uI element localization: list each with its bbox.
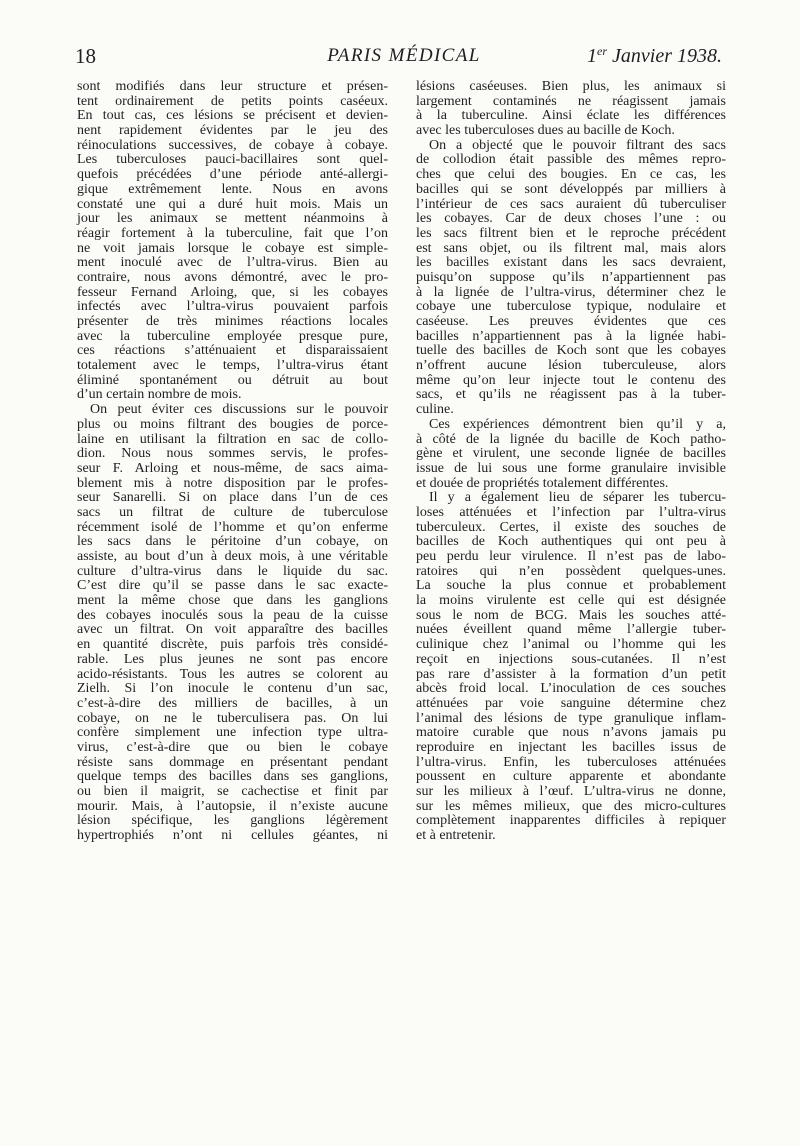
text-line-content: les cobayes. Car de deux choses l’une : ou — [416, 211, 726, 227]
text-line-content: loses atténuées et l’infection par l’ultra-virus — [416, 504, 726, 520]
text-line-content: sur les milieux à l’œuf. L’ultra-virus ne donne, — [416, 784, 726, 799]
text-line-content: ment inoculé avec de l’ultra-virus. Bien au — [77, 255, 388, 271]
text-line-content: en quantité discrète, puis parfois très considé- — [77, 637, 388, 653]
text-line-content: ches que celui des bougies. En ce cas, les — [416, 167, 726, 183]
text-line — [416, 756, 726, 771]
text-line-content: ment la même chose que dans les ganglions — [77, 593, 388, 609]
text-line-content: Ces expériences démontrent bien qu’il y a, — [429, 416, 726, 432]
text-line — [77, 403, 388, 418]
text-line-content: peu perdu leur virulence. Il n’est pas de labo- — [416, 549, 726, 564]
text-line — [416, 521, 726, 536]
text-line-content: caséeuse. Les preuves évidentes que ces — [416, 314, 726, 329]
text-line — [77, 286, 388, 301]
text-line — [416, 609, 726, 624]
text-line — [416, 330, 726, 345]
text-line-content: hypertrophiés n’ont ni cellules géantes, ni — [77, 828, 388, 844]
text-line — [77, 668, 388, 683]
text-line — [416, 785, 726, 800]
paragraph — [77, 403, 388, 844]
text-line — [416, 80, 726, 95]
paragraph — [77, 80, 388, 403]
text-line — [77, 800, 388, 815]
text-line — [77, 638, 388, 653]
text-line — [416, 124, 726, 139]
text-line-content: tuberculeux. Certes, il existe des souches de — [416, 519, 726, 535]
issue-day-suffix: er — [597, 44, 608, 58]
text-line-content: Zielh. Si l’on inocule le contenu d’un sac, — [77, 681, 388, 697]
text-line-content: infectés avec l’ultra-virus pouvaient parfois — [77, 299, 389, 315]
text-line — [416, 682, 726, 697]
text-column-right — [416, 80, 726, 844]
text-line — [77, 124, 388, 139]
text-line — [77, 726, 388, 741]
issue-month-year: Janvier 1938. — [612, 45, 722, 67]
text-line-content: l’intérieur de ces sacs auraient dû tuberculiser — [416, 196, 726, 212]
text-line — [77, 271, 388, 286]
text-line-content: avec les tuberculoses dues au bacille de Koch. — [416, 123, 675, 139]
text-line — [77, 344, 388, 359]
text-line — [416, 315, 726, 330]
text-line — [77, 609, 388, 624]
text-line-content: assiste, au bout d’un à deux mois, à une véritable — [77, 549, 388, 564]
text-line — [77, 227, 388, 242]
text-line-content: ou bien il maigrit, se cachectise et finit par — [77, 784, 388, 799]
text-line — [77, 109, 388, 124]
text-line-content: de collodion était passible des mêmes repro- — [416, 152, 726, 168]
text-line — [416, 344, 726, 359]
text-line-content: c’est-à-dire des milliers de bacilles, à un — [77, 695, 388, 711]
text-line-content: lésions caséeuses. Bien plus, les animaux si — [416, 79, 726, 94]
text-line — [77, 565, 388, 580]
text-line-content: les sacs filtrent bien et le reproche précédent — [416, 225, 727, 241]
text-line-content: issue de lui sous une forme granulaire invisible — [416, 460, 726, 476]
text-line — [77, 623, 388, 638]
text-line — [416, 418, 726, 433]
text-line — [77, 139, 388, 154]
text-line-content: totalement avec le temps, l’ultra-virus étant — [77, 358, 388, 374]
text-line — [416, 198, 726, 213]
text-line-content: mourir. Mais, à l’autopsie, il n’existe aucune — [77, 798, 388, 814]
text-line-content: bacilles n’appartiennent pas à la lignée habi- — [416, 328, 726, 344]
text-line-content: culine. — [416, 402, 454, 418]
text-line-content: reçoit en injections sous-cutanées. Il n’est — [416, 651, 726, 667]
text-line-content: à côté de la lignée du bacille de Koch patho- — [416, 431, 727, 447]
text-line-content: à la tuberculine. Ainsi éclate les différences — [416, 108, 727, 124]
text-line-content: puisqu’on suppose qu’ils n’appartiennent pas — [416, 269, 726, 285]
text-line — [77, 829, 388, 844]
text-line-content: avec la tuberculine employée presque pure, — [77, 328, 388, 344]
text-line — [416, 271, 726, 286]
text-line-content: même qu’on leur injecte tout le contenu des — [416, 372, 726, 388]
text-line-content: l’animal des lésions de type granulique inflam- — [416, 710, 726, 726]
text-line — [416, 388, 726, 403]
text-line-content: largement contaminés ne réagissent jamais — [416, 93, 726, 109]
text-line-content: ces réactions s’atténuaient et disparaissaient — [77, 343, 388, 359]
text-line — [416, 800, 726, 815]
text-line — [77, 359, 388, 374]
text-line — [77, 242, 388, 257]
text-line-content: seur Sanarelli. Si on place dans l’un de ces — [77, 490, 388, 506]
text-line — [416, 697, 726, 712]
text-line — [77, 462, 388, 477]
text-line — [416, 227, 726, 242]
text-line-content: ratoires qui n’en possèdent quelques-unes. — [416, 563, 726, 579]
text-line-content: reproduire en injectant les bacilles issus de — [416, 739, 726, 755]
text-line — [416, 462, 726, 477]
text-line-content: virus, c’est-à-dire que ou bien le cobaye — [77, 739, 388, 755]
text-line-content: cobaye une tuberculose typique, nodulaire et — [416, 299, 726, 315]
text-line-content: à la lignée de l’ultra-virus, déterminer chez le — [416, 284, 726, 300]
text-line-content: blement mis à notre disposition par le profes- — [77, 475, 388, 491]
paragraph — [416, 80, 726, 139]
text-line-content: sacs, et qu’ils ne réagissent pas à la tuber- — [416, 387, 726, 403]
text-line-content: gique extrêmement lente. Nous en avons — [77, 181, 388, 197]
text-line — [77, 168, 388, 183]
text-line — [416, 565, 726, 580]
text-line — [77, 785, 388, 800]
text-line-content: atténuées par voie sanguine détermine chez — [416, 695, 726, 711]
text-line-content: jour les animaux se mettent néanmoins à — [77, 211, 389, 227]
text-line-content: réagir fortement à la tuberculine, fait que l’on — [77, 225, 388, 241]
text-line-content: La souche la plus connue et probablement — [416, 578, 726, 594]
text-line-content: est sans objet, ou ils filtrent mal, mais alors — [416, 240, 726, 256]
text-line — [77, 594, 388, 609]
text-line — [77, 756, 388, 771]
text-line — [77, 712, 388, 727]
text-line-content: nent rapidement évidentes par le jeu des — [77, 123, 388, 139]
text-line — [77, 212, 388, 227]
text-line-content: culture d’ultra-virus dans le liquide du sac. — [77, 563, 388, 579]
text-line — [77, 653, 388, 668]
text-line — [416, 153, 726, 168]
text-line-content: constaté une qui a duré huit mois. Mais un — [77, 196, 388, 212]
paragraph — [416, 491, 726, 844]
text-line — [77, 256, 388, 271]
text-line-content: sont modifiés dans leur structure et présen- — [77, 79, 388, 94]
text-line-content: abcès froid local. L’inoculation de ces souches — [416, 681, 726, 697]
text-line-content: En tout cas, ces lésions se précisent et devien- — [77, 108, 388, 124]
text-line — [77, 374, 388, 389]
text-line — [77, 330, 388, 345]
text-line — [77, 477, 388, 492]
text-line-content: laine en utilisant la filtration en sac de collo- — [77, 431, 388, 447]
text-column-left — [77, 80, 388, 844]
journal-title: PARIS MÉDICAL — [327, 45, 481, 66]
text-line — [77, 300, 388, 315]
text-line-content: la moins virulente est celle qui est désignée — [416, 593, 727, 609]
text-line — [416, 95, 726, 110]
page-number: 18 — [75, 44, 96, 68]
text-line-content: confère simplement une infection type ultra- — [77, 725, 388, 741]
text-line — [77, 550, 388, 565]
text-line-content: bacilles de Koch authentiques qui ont peu à — [416, 534, 726, 550]
text-line-content: Les tuberculoses pauci-bacillaires sont quel- — [77, 152, 388, 168]
text-line — [77, 770, 388, 785]
text-line-content: acido-résistants. Tous les autres se colorent au — [77, 666, 388, 682]
text-line-content: matoire curable que nous n’avons jamais pu — [416, 725, 726, 741]
text-line — [77, 80, 388, 95]
text-line-content: d’un certain nombre de mois. — [77, 387, 242, 403]
text-line — [77, 741, 388, 756]
text-line-content: cobaye, on ne le tuberculisera pas. On lui — [77, 710, 388, 726]
text-line-content: contraire, nous avons démontré, avec le pro- — [77, 269, 388, 285]
text-line — [416, 770, 726, 785]
text-line — [416, 286, 726, 301]
text-line-content: ne voit jamais lorsque le cobaye est simple- — [77, 240, 388, 256]
text-line — [416, 623, 726, 638]
text-line — [77, 198, 388, 213]
text-line-content: tent ordinairement de petits points caséeux. — [77, 93, 388, 109]
text-line-content: On peut éviter ces discussions sur le pouvoir — [90, 402, 388, 418]
text-line — [77, 535, 388, 550]
text-line — [416, 403, 726, 418]
text-line — [416, 579, 726, 594]
text-line-content: sur les mêmes milieux, que des micro-cultures — [416, 798, 726, 814]
text-line — [416, 668, 726, 683]
text-line-content: résiste sans dommage en présentant pendant — [77, 754, 388, 770]
text-line — [416, 242, 726, 257]
text-line — [416, 139, 726, 154]
paragraph — [416, 139, 726, 418]
text-line — [416, 212, 726, 227]
text-line — [77, 506, 388, 521]
text-line-content: les bacilles existant dans les sacs devraient, — [416, 255, 726, 271]
text-line-content: et à entretenir. — [416, 828, 496, 844]
text-line-content: sacs un filtrat de culture de tuberculose — [77, 504, 389, 520]
text-line-content: plus ou moins filtrant des bougies de porce- — [77, 416, 388, 432]
text-line — [77, 521, 388, 536]
text-line-content: présenter de très minimes réactions locales — [77, 314, 388, 329]
text-line — [77, 388, 388, 403]
text-line-content: lésion spécifique, les ganglions légèrement — [77, 813, 388, 829]
text-line — [416, 300, 726, 315]
text-line — [77, 153, 388, 168]
text-line — [77, 697, 388, 712]
text-line — [416, 506, 726, 521]
text-line — [416, 712, 726, 727]
text-line — [416, 183, 726, 198]
text-line — [77, 579, 388, 594]
text-line — [416, 741, 726, 756]
text-line — [416, 653, 726, 668]
text-line — [416, 256, 726, 271]
text-line-content: et douée de propriétés totalement différentes. — [416, 475, 669, 491]
text-line — [416, 491, 726, 506]
text-line-content: C’est dire qu’il se passe dans le sac exacte- — [77, 578, 388, 594]
text-line-content: n’offrent aucune lésion tuberculeuse, alors — [416, 358, 726, 374]
text-line — [77, 682, 388, 697]
text-line — [77, 447, 388, 462]
text-line-content: complètement inapparentes difficiles à repiquer — [416, 813, 726, 829]
text-line — [416, 814, 726, 829]
text-line — [77, 491, 388, 506]
text-line-content: poussent en culture apparente et abondante — [416, 769, 726, 785]
text-line — [416, 535, 726, 550]
text-line-content: l’ultra-virus. Enfin, les tuberculoses atténuées — [416, 754, 726, 770]
text-line-content: pas rare d’assister à la formation d’un petit — [416, 666, 726, 682]
text-line — [77, 418, 388, 433]
text-line-content: quelque temps des bacilles dans ses ganglions, — [77, 769, 388, 785]
text-line — [416, 594, 726, 609]
text-line-content: les sacs dans le péritoine d’un cobaye, on — [77, 534, 388, 550]
text-line — [416, 829, 726, 844]
text-line — [416, 109, 726, 124]
text-line-content: rable. Les plus jeunes ne sont pas encore — [77, 651, 388, 667]
text-line — [416, 359, 726, 374]
text-line — [77, 183, 388, 198]
text-line-content: réinoculations successives, de cobaye à cobaye. — [77, 137, 388, 153]
text-line — [77, 95, 388, 110]
text-line-content: gène et virulent, une seconde lignée de bacilles — [416, 446, 726, 462]
paragraph — [416, 418, 726, 491]
text-line-content: éliminé spontanément ou détruit au bout — [77, 372, 388, 388]
text-line-content: récemment isolé de l’homme et qu’on enferme — [77, 519, 388, 535]
text-line-content: bacilles qui se sont développés par milliers à — [416, 181, 726, 197]
text-line-content: Il y a également lieu de séparer les tubercu- — [429, 490, 726, 506]
text-line-content: On a objecté que le pouvoir filtrant des sacs — [429, 137, 726, 153]
text-line-content: sous le nom de BCG. Mais les souches atté- — [416, 607, 726, 623]
text-line — [416, 433, 726, 448]
text-line — [416, 726, 726, 741]
text-line — [416, 477, 726, 492]
text-line-content: nuées éveillent quand même l’allergie tuber- — [416, 622, 726, 638]
text-line — [416, 374, 726, 389]
text-line-content: tuelle des bacilles de Koch sont que les cobayes — [416, 343, 727, 359]
text-line-content: des cobayes inoculés sous la peau de la cuisse — [77, 607, 388, 623]
text-line-content: quefois précédées d’une période anté-allergi- — [77, 167, 388, 183]
text-line-content: avec un filtrat. On voit apparaître des bacilles — [77, 622, 388, 638]
text-line-content: culinique chez l’animal ou l’homme qui les — [416, 637, 726, 653]
text-line-content: dion. Nous nous sommes servis, le profes- — [77, 446, 388, 462]
text-line — [77, 814, 388, 829]
text-line — [77, 315, 388, 330]
text-line — [77, 433, 388, 448]
text-line — [416, 638, 726, 653]
issue-day: 1 — [587, 45, 598, 67]
text-line-content: seur F. Arloing et nous-même, de sacs aima- — [77, 460, 388, 476]
text-line-content: fesseur Fernand Arloing, que, si les cobayes — [77, 284, 388, 300]
issue-date — [587, 44, 722, 68]
text-line — [416, 168, 726, 183]
text-line — [416, 550, 726, 565]
text-line — [416, 447, 726, 462]
